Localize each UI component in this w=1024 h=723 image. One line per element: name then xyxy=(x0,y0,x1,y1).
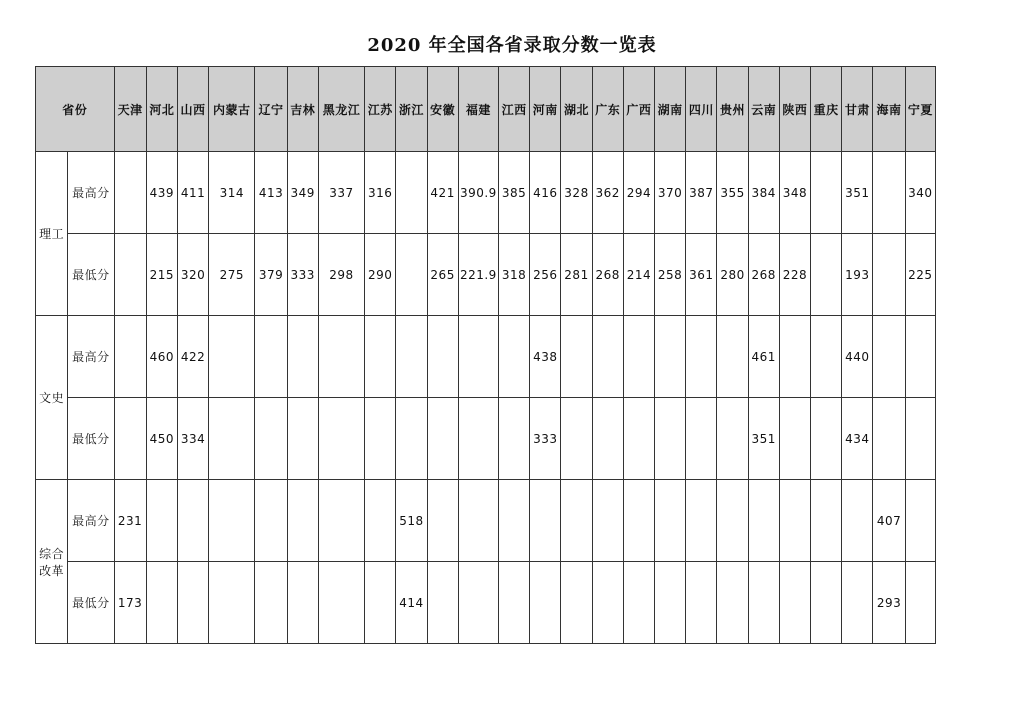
province-header: 安徽 xyxy=(427,67,458,152)
score-cell xyxy=(396,316,427,398)
score-cell: 320 xyxy=(177,234,208,316)
score-cell: 225 xyxy=(905,234,935,316)
score-cell xyxy=(287,316,318,398)
score-cell: 316 xyxy=(365,152,396,234)
score-cell: 384 xyxy=(748,152,779,234)
score-cell: 414 xyxy=(396,562,427,644)
score-cell: 440 xyxy=(842,316,873,398)
score-cell xyxy=(842,562,873,644)
table-row xyxy=(36,234,936,316)
score-cell: 280 xyxy=(717,234,748,316)
score-cell: 215 xyxy=(146,234,177,316)
province-header: 内蒙古 xyxy=(209,67,255,152)
province-header: 河北 xyxy=(146,67,177,152)
province-header: 广东 xyxy=(592,67,623,152)
score-cell xyxy=(592,398,623,480)
category-label: 综合 改革 xyxy=(36,480,68,644)
score-cell xyxy=(561,398,592,480)
score-cell xyxy=(779,562,810,644)
province-header: 黑龙江 xyxy=(318,67,364,152)
score-cell: 390.9 xyxy=(458,152,498,234)
score-cell xyxy=(365,562,396,644)
score-cell: 290 xyxy=(365,234,396,316)
score-cell: 228 xyxy=(779,234,810,316)
score-cell: 173 xyxy=(114,562,146,644)
score-cell: 361 xyxy=(686,234,717,316)
score-cell xyxy=(458,562,498,644)
header-corner: 省份 xyxy=(36,67,115,152)
row-label: 最高分 xyxy=(68,316,114,398)
score-cell xyxy=(396,234,427,316)
category-label: 理工 xyxy=(36,152,68,316)
score-cell: 293 xyxy=(873,562,905,644)
score-cell: 407 xyxy=(873,480,905,562)
score-cell xyxy=(427,480,458,562)
score-cell: 411 xyxy=(177,152,208,234)
score-cell: 231 xyxy=(114,480,146,562)
score-cell xyxy=(209,480,255,562)
score-cell: 333 xyxy=(287,234,318,316)
score-cell xyxy=(458,398,498,480)
score-cell: 275 xyxy=(209,234,255,316)
score-cell xyxy=(779,480,810,562)
score-cell xyxy=(365,480,396,562)
score-cell xyxy=(114,234,146,316)
score-cell xyxy=(623,316,654,398)
score-cell xyxy=(146,562,177,644)
score-cell xyxy=(427,398,458,480)
score-cell xyxy=(779,316,810,398)
row-label: 最高分 xyxy=(68,480,114,562)
score-cell xyxy=(748,562,779,644)
score-cell: 328 xyxy=(561,152,592,234)
score-cell xyxy=(255,316,287,398)
score-cell xyxy=(873,234,905,316)
score-cell: 416 xyxy=(530,152,561,234)
province-header: 山西 xyxy=(177,67,208,152)
score-cell xyxy=(655,480,686,562)
score-cell xyxy=(686,562,717,644)
score-cell xyxy=(779,398,810,480)
score-cell xyxy=(318,398,364,480)
score-cell: 421 xyxy=(427,152,458,234)
row-label: 最低分 xyxy=(68,562,114,644)
score-cell: 379 xyxy=(255,234,287,316)
score-cell xyxy=(287,398,318,480)
score-cell: 298 xyxy=(318,234,364,316)
row-label: 最低分 xyxy=(68,234,114,316)
score-cell xyxy=(458,480,498,562)
score-cell xyxy=(427,316,458,398)
score-cell xyxy=(499,316,530,398)
province-header: 浙江 xyxy=(396,67,427,152)
category-label: 文史 xyxy=(36,316,68,480)
score-cell xyxy=(905,316,935,398)
score-cell xyxy=(873,398,905,480)
province-header: 吉林 xyxy=(287,67,318,152)
score-cell: 355 xyxy=(717,152,748,234)
score-cell xyxy=(427,562,458,644)
score-cell xyxy=(530,480,561,562)
score-cell: 221.9 xyxy=(458,234,498,316)
province-header: 云南 xyxy=(748,67,779,152)
province-header: 海南 xyxy=(873,67,905,152)
score-cell: 214 xyxy=(623,234,654,316)
score-cell xyxy=(114,152,146,234)
score-cell xyxy=(623,398,654,480)
score-cell xyxy=(499,480,530,562)
score-cell xyxy=(318,480,364,562)
score-cell xyxy=(396,152,427,234)
table-row xyxy=(36,152,936,234)
score-cell: 340 xyxy=(905,152,935,234)
score-cell xyxy=(561,316,592,398)
score-cell xyxy=(114,316,146,398)
score-cell xyxy=(811,480,842,562)
table-row xyxy=(36,562,936,644)
score-cell xyxy=(592,480,623,562)
score-cell xyxy=(717,562,748,644)
score-cell xyxy=(905,480,935,562)
score-cell xyxy=(655,562,686,644)
table-body xyxy=(36,152,936,644)
score-cell: 370 xyxy=(655,152,686,234)
score-cell: 460 xyxy=(146,316,177,398)
score-cell xyxy=(655,398,686,480)
score-cell xyxy=(905,398,935,480)
score-cell xyxy=(530,562,561,644)
score-cell xyxy=(592,316,623,398)
row-label: 最低分 xyxy=(68,398,114,480)
score-cell: 351 xyxy=(748,398,779,480)
province-header: 河南 xyxy=(530,67,561,152)
score-cell xyxy=(873,316,905,398)
score-cell xyxy=(592,562,623,644)
province-header: 四川 xyxy=(686,67,717,152)
score-cell: 333 xyxy=(530,398,561,480)
score-cell xyxy=(396,398,427,480)
province-header: 辽宁 xyxy=(255,67,287,152)
score-cell: 268 xyxy=(592,234,623,316)
score-cell xyxy=(177,480,208,562)
score-cell xyxy=(287,480,318,562)
score-cell: 450 xyxy=(146,398,177,480)
province-header: 陕西 xyxy=(779,67,810,152)
score-cell: 518 xyxy=(396,480,427,562)
score-cell xyxy=(209,562,255,644)
row-label: 最高分 xyxy=(68,152,114,234)
score-cell: 348 xyxy=(779,152,810,234)
score-cell xyxy=(873,152,905,234)
province-header: 江苏 xyxy=(365,67,396,152)
score-cell: 362 xyxy=(592,152,623,234)
score-cell xyxy=(811,316,842,398)
score-cell xyxy=(177,562,208,644)
score-cell xyxy=(748,480,779,562)
score-table xyxy=(35,66,936,644)
score-cell xyxy=(717,480,748,562)
province-header: 江西 xyxy=(499,67,530,152)
score-cell: 387 xyxy=(686,152,717,234)
score-cell xyxy=(717,398,748,480)
score-cell: 193 xyxy=(842,234,873,316)
score-cell xyxy=(146,480,177,562)
score-cell xyxy=(458,316,498,398)
province-header: 天津 xyxy=(114,67,146,152)
score-cell xyxy=(499,562,530,644)
score-cell xyxy=(655,316,686,398)
score-cell xyxy=(255,562,287,644)
score-cell: 258 xyxy=(655,234,686,316)
score-cell xyxy=(905,562,935,644)
score-cell: 314 xyxy=(209,152,255,234)
score-cell xyxy=(561,480,592,562)
page-title: 2020 年全国各省录取分数一览表 xyxy=(367,35,657,56)
province-header: 湖北 xyxy=(561,67,592,152)
score-cell: 461 xyxy=(748,316,779,398)
score-cell xyxy=(811,562,842,644)
score-cell: 349 xyxy=(287,152,318,234)
score-cell: 334 xyxy=(177,398,208,480)
score-cell: 318 xyxy=(499,234,530,316)
score-cell: 265 xyxy=(427,234,458,316)
score-cell xyxy=(811,152,842,234)
score-cell xyxy=(114,398,146,480)
score-cell: 434 xyxy=(842,398,873,480)
province-header: 福建 xyxy=(458,67,498,152)
score-cell xyxy=(623,562,654,644)
score-cell xyxy=(686,316,717,398)
score-cell xyxy=(365,316,396,398)
score-cell xyxy=(209,398,255,480)
province-header: 宁夏 xyxy=(905,67,935,152)
score-cell: 281 xyxy=(561,234,592,316)
score-cell: 268 xyxy=(748,234,779,316)
score-cell: 422 xyxy=(177,316,208,398)
score-cell: 256 xyxy=(530,234,561,316)
score-cell xyxy=(365,398,396,480)
table-row xyxy=(36,398,936,480)
score-cell xyxy=(255,398,287,480)
province-header: 广西 xyxy=(623,67,654,152)
score-cell xyxy=(686,398,717,480)
score-cell xyxy=(623,480,654,562)
score-cell xyxy=(561,562,592,644)
score-cell xyxy=(811,234,842,316)
header-row xyxy=(36,67,936,152)
score-cell xyxy=(209,316,255,398)
score-cell xyxy=(318,562,364,644)
score-cell: 385 xyxy=(499,152,530,234)
score-cell xyxy=(686,480,717,562)
score-cell: 439 xyxy=(146,152,177,234)
score-cell: 413 xyxy=(255,152,287,234)
score-cell xyxy=(255,480,287,562)
score-cell: 438 xyxy=(530,316,561,398)
score-cell xyxy=(811,398,842,480)
table-row xyxy=(36,316,936,398)
score-cell: 351 xyxy=(842,152,873,234)
table-row xyxy=(36,480,936,562)
score-cell xyxy=(842,480,873,562)
province-header: 甘肃 xyxy=(842,67,873,152)
province-header: 湖南 xyxy=(655,67,686,152)
score-cell xyxy=(717,316,748,398)
score-cell xyxy=(287,562,318,644)
province-header: 贵州 xyxy=(717,67,748,152)
score-cell: 294 xyxy=(623,152,654,234)
score-cell xyxy=(499,398,530,480)
province-header: 重庆 xyxy=(811,67,842,152)
score-cell xyxy=(318,316,364,398)
score-cell: 337 xyxy=(318,152,364,234)
